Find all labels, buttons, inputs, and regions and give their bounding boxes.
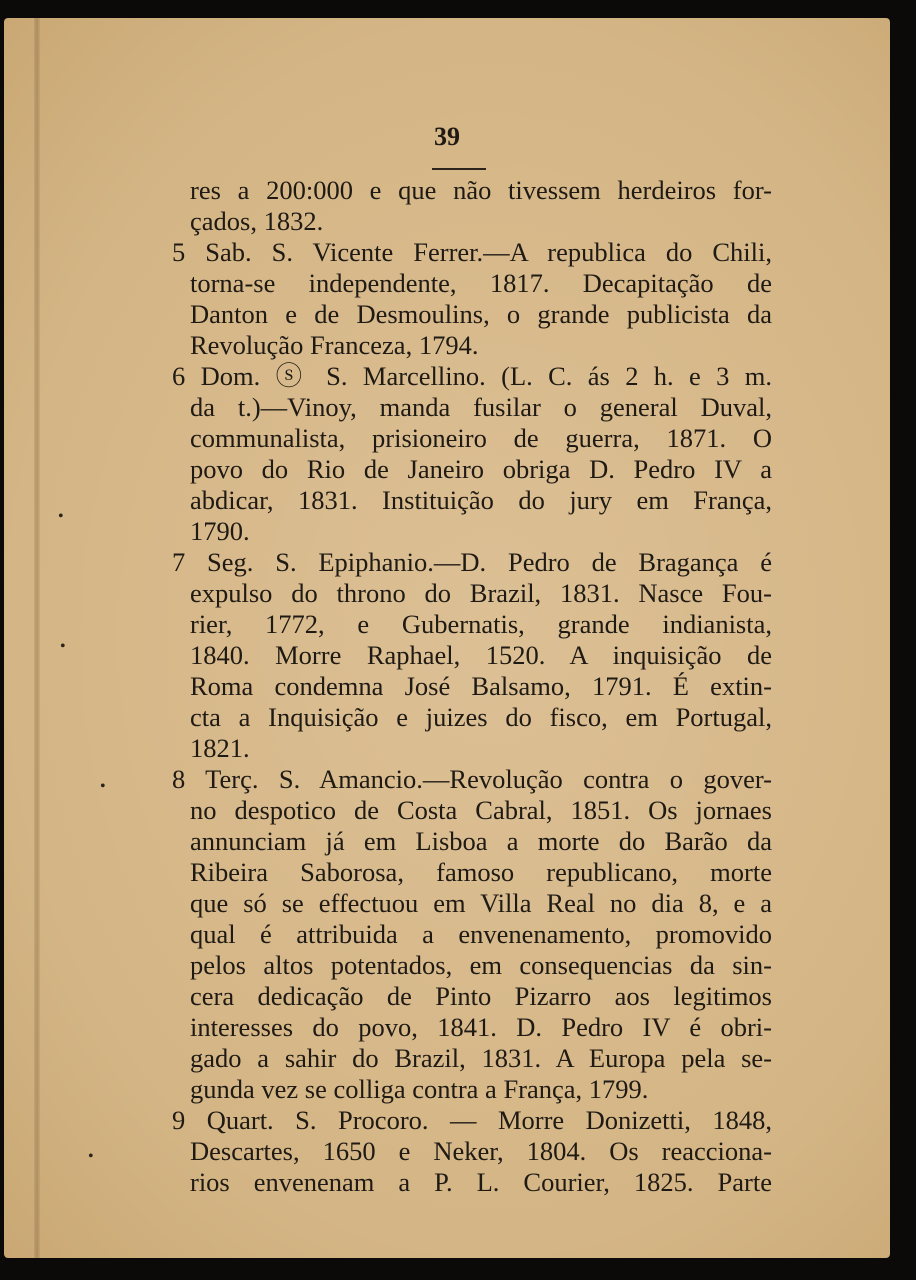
text-line: Revolução Franceza, 1794. (190, 330, 479, 360)
margin-mark: • (58, 508, 64, 525)
text-line: torna-se independente, 1817. Decapitação de (190, 268, 772, 298)
text-line: 6 Dom. ⓢ S. Marcellino. (L. C. ás 2 h. e 3 m. (172, 361, 772, 391)
text-line: Roma condemna José Balsamo, 1791. É extin- (190, 671, 772, 701)
text-line: annunciam já em Lisboa a morte do Barão da (190, 826, 772, 856)
text-line: 8 Terç. S. Amancio.—Revolução contra o gover- (172, 764, 772, 794)
text-line: da t.)—Vinoy, manda fusilar o general Duval, (190, 392, 772, 422)
margin-mark: • (100, 778, 106, 795)
text-line: pelos altos potentados, em consequencias da sin- (190, 950, 772, 980)
page-body (172, 175, 772, 1198)
text-line: Ribeira Saborosa, famoso republicano, morte (190, 857, 772, 887)
text-line: 7 Seg. S. Epiphanio.—D. Pedro de Bragança é (172, 547, 772, 577)
text-line: 5 Sab. S. Vicente Ferrer.—A republica do Chili, (172, 237, 772, 267)
margin-mark: • (88, 1148, 94, 1165)
text-line: qual é attribuida a envenenamento, promovido (190, 919, 772, 949)
page-fold-shadow (34, 18, 40, 1258)
text-line: abdicar, 1831. Instituição do jury em França, (190, 485, 772, 515)
text-line: gado a sahir do Brazil, 1831. A Europa pela se- (190, 1043, 772, 1073)
text-line: çados, 1832. (190, 206, 324, 236)
margin-mark: • (60, 638, 66, 655)
text-line: gunda vez se colliga contra a França, 1799. (190, 1074, 649, 1104)
text-line: 1790. (190, 516, 250, 546)
text-line: expulso do throno do Brazil, 1831. Nasce Fou- (190, 578, 772, 608)
text-line: que só se effectuou em Villa Real no dia 8, e a (190, 888, 772, 918)
text-line: interesses do povo, 1841. D. Pedro IV é obri- (190, 1012, 772, 1042)
text-line: 1821. (190, 733, 250, 763)
text-line: 1840. Morre Raphael, 1520. A inquisição de (190, 640, 772, 670)
text-line: Danton e de Desmoulins, o grande publicista da (190, 299, 772, 329)
header-rule (432, 168, 486, 170)
text-line: cera dedicação de Pinto Pizarro aos legitimos (190, 981, 772, 1011)
text-line: res a 200:000 e que não tivessem herdeiros for- (190, 175, 772, 205)
text-line: communalista, prisioneiro de guerra, 1871. O (190, 423, 772, 453)
text-line: povo do Rio de Janeiro obriga D. Pedro IV a (190, 454, 772, 484)
text-line: no despotico de Costa Cabral, 1851. Os jornaes (190, 795, 772, 825)
page-number: 39 (434, 122, 460, 151)
text-line: rios envenenam a P. L. Courier, 1825. Parte (190, 1167, 772, 1197)
text-line: cta a Inquisição e juizes do fisco, em Portugal, (190, 702, 772, 732)
text-line: 9 Quart. S. Procoro. — Morre Donizetti, 1848, (172, 1105, 772, 1135)
text-line: Descartes, 1650 e Neker, 1804. Os reacciona- (190, 1136, 772, 1166)
text-line: rier, 1772, e Gubernatis, grande indianista, (190, 609, 772, 639)
book-page (4, 18, 890, 1258)
